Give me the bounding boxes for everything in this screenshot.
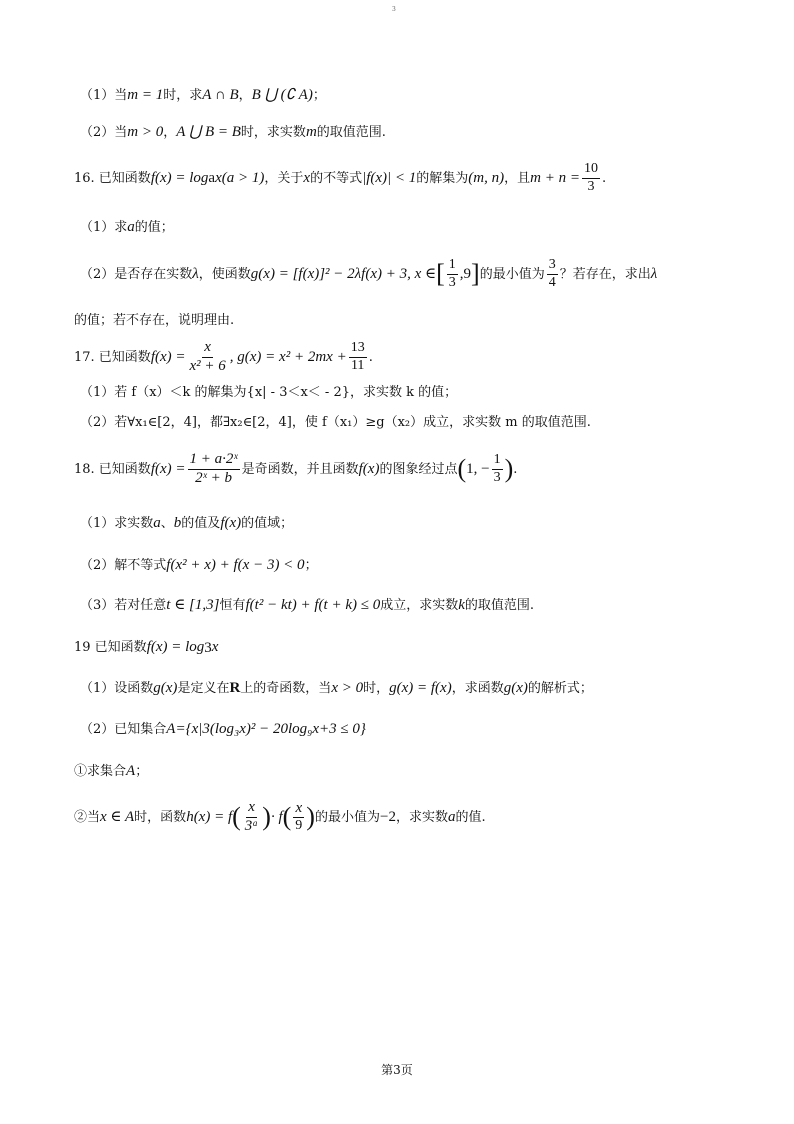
p18-q1: （1）求实数 a 、 b 的值及 f(x) 的值域；: [80, 515, 294, 531]
p19-h-frac2: $\frac{x}{9}$: [295, 799, 303, 834]
p16-q1: （1）求 a 的值；: [80, 219, 174, 235]
p17-q2: （2）若∀x₁∈[2，4]，都∃x₂∈[2，4]，使 f（x₁）≥g（x₂）成立，求实数 m 的取值范围.: [80, 415, 591, 430]
p16-stem: 16. 已知函数 f(x) = log a x(a > 1) ，关于 x 的不等式 |f(x)| < 1 的解集为 (m, n) ，且 m + n = $\frac{10}{3}$ .: [74, 161, 607, 194]
p18-f-frac: $\frac{\text{1 + a·2ˣ}}{\text{2ˣ + b}}$: [189, 451, 238, 486]
p18-q3: （3）若对任意 t ∈ [1,3] 恒有 f(t² − kt) + f(t + k) ≤ 0 成立，求实数 k 的取值范围.: [80, 597, 535, 613]
p19-q2: （2）已知集合 A={x|3(log₃x)² − 20log₉x+3 ≤ 0}: [80, 721, 366, 737]
p18-stem: 18. 已知函数 f(x) = $\frac{\text{1 + a·2ˣ}}{\text{2ˣ + b}}$ 是奇函数，并且函数 f(x) 的图象经过点 ( 1, − $\frac{1}{3}$ ) .: [74, 451, 518, 486]
p15-q2-expr: A ⋃ B = B: [176, 124, 241, 140]
p19-h-frac1: $\frac{x}{\text{3ᵃ}}$: [244, 799, 259, 834]
p16-min-frac: $\frac{3}{4}$: [548, 257, 556, 290]
p17-g-frac: $\frac{13}{11}$: [350, 340, 365, 373]
p19-q1: （1）设函数 g(x) 是定义在 R 上的奇函数，当 x > 0 时， g(x) = f(x) ，求函数 g(x) 的解析式；: [80, 680, 593, 696]
p18-q2: （2）解不等式 f(x² + x) + f(x − 3) < 0 ；: [80, 557, 318, 573]
p15-q1-expr1: A ∩ B: [202, 87, 239, 103]
p16-q2: （2）是否存在实数 λ ，使函数 g(x) = [f(x)]² − 2λf(x) + 3, x ∈ [ $\frac{1}{3}$ ,9 ] 的最小值为 $\frac{3}{4}$ ？若存在，求出 λ: [80, 257, 658, 290]
p19-stem: 19 已知函数 f(x) = log 3 x: [74, 639, 219, 656]
p16-q2-continued: 的值；若不存在，说明理由.: [74, 313, 235, 328]
p19-sub2: ②当 x ∈ A 时，函数 h(x) = f ( $\frac{x}{\text{3ᵃ}}$ ) · f ( $\frac{x}{9}$ ) 的最小值为 −2 ，求实数 a 的值.: [74, 799, 486, 834]
p15-q2-cond: m > 0: [127, 124, 164, 140]
p17-q1: （1）若 f（x）＜k 的解集为{x| - 3＜x＜ - 2}，求实数 k 的值；: [80, 385, 458, 400]
p16-fraction: $\frac{10}{3}$: [583, 161, 598, 194]
p19-set-A: A={x|3(log₃x)² − 20log₉x+3 ≤ 0}: [166, 721, 366, 737]
p15-q1-cond: m = 1: [127, 87, 164, 103]
p19-sub1: ①求集合 A ；: [74, 763, 149, 779]
p17-stem: 17. 已知函数 f(x) = $\frac{x}{\text{x² + 6}}$ , g(x) = x² + 2mx + $\frac{13}{11}$ .: [74, 339, 373, 374]
p15-q1-expr2: B ⋃ (∁ A): [251, 87, 313, 103]
p18-point-frac: $\frac{1}{3}$: [493, 452, 501, 485]
p15-q2: （2）当 m > 0 ， A ⋃ B = B 时，求实数 m 的取值范围.: [80, 124, 386, 140]
p15-q1: （1）当 m = 1 时，求 A ∩ B ， B ⋃ (∁ A) ；: [80, 87, 326, 103]
p16-interval-frac: $\frac{1}{3}$: [448, 257, 456, 290]
page-footer: 第3页: [381, 1063, 413, 1077]
page-header-mark: 3: [392, 6, 396, 13]
p17-f-frac: $\frac{x}{\text{x² + 6}}$: [189, 339, 226, 374]
